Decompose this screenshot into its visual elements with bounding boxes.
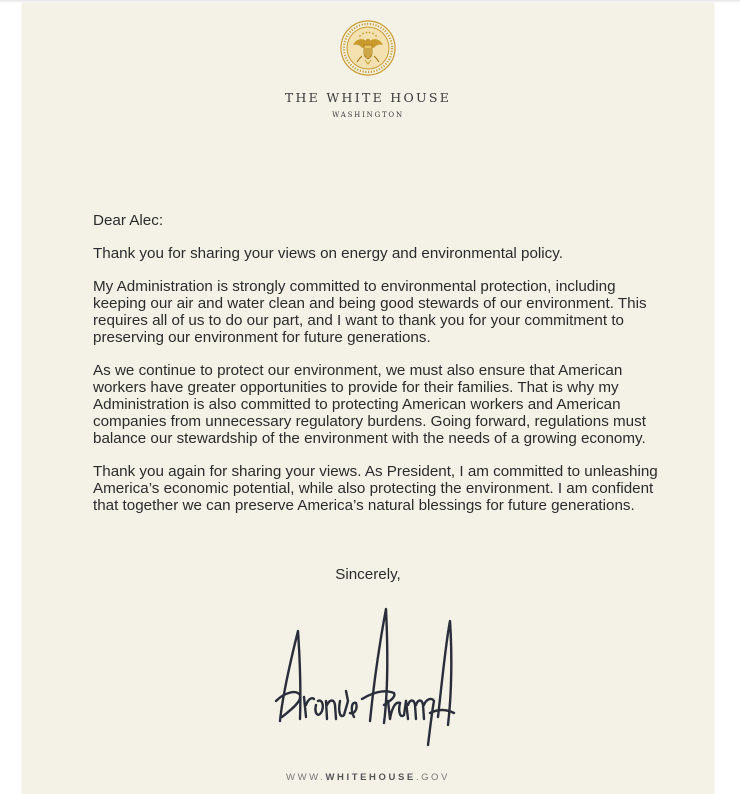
letterhead-title: THE WHITE HOUSE bbox=[284, 90, 452, 105]
letter-body bbox=[93, 212, 663, 530]
footer-url-prefix: WWW. bbox=[286, 772, 326, 783]
footer-url bbox=[22, 772, 714, 783]
paragraph-1: Thank you for sharing your views on energy and environmental policy. bbox=[93, 245, 563, 262]
letterhead-subtitle: WASHINGTON bbox=[332, 111, 404, 119]
salutation: Dear Alec: bbox=[93, 212, 164, 229]
closing: Sincerely, bbox=[335, 566, 401, 583]
letter-page bbox=[22, 3, 714, 794]
footer-url-domain: WHITEHOUSE bbox=[325, 772, 416, 783]
paragraph-4: Thank you again for sharing your views. As President, I am committed to unleashing America’s economic potential, while also protecting the environment. I am confident that together we can preserve America’s natural blessings for future generations. bbox=[93, 463, 658, 514]
handwritten-signature-icon bbox=[270, 601, 460, 751]
paragraph-3: As we continue to protect our environment, we must also ensure that American workers have greater opportunities to provide for their families. That is why my Administration is also committed to protecting American workers and American companies from unnecessary regulatory burdens. Going forward, regulations must balance our stewardship of the environment with the needs of a growing economy. bbox=[93, 362, 646, 447]
presidential-seal-icon bbox=[340, 20, 396, 76]
footer-url-suffix: .GOV bbox=[415, 772, 450, 783]
paragraph-2: My Administration is strongly committed to environmental protection, including keeping our air and water clean and being good stewards of our environment. This requires all of us to do our part, and I want to thank you for your commitment to preserving our environment for future generations. bbox=[93, 278, 647, 346]
